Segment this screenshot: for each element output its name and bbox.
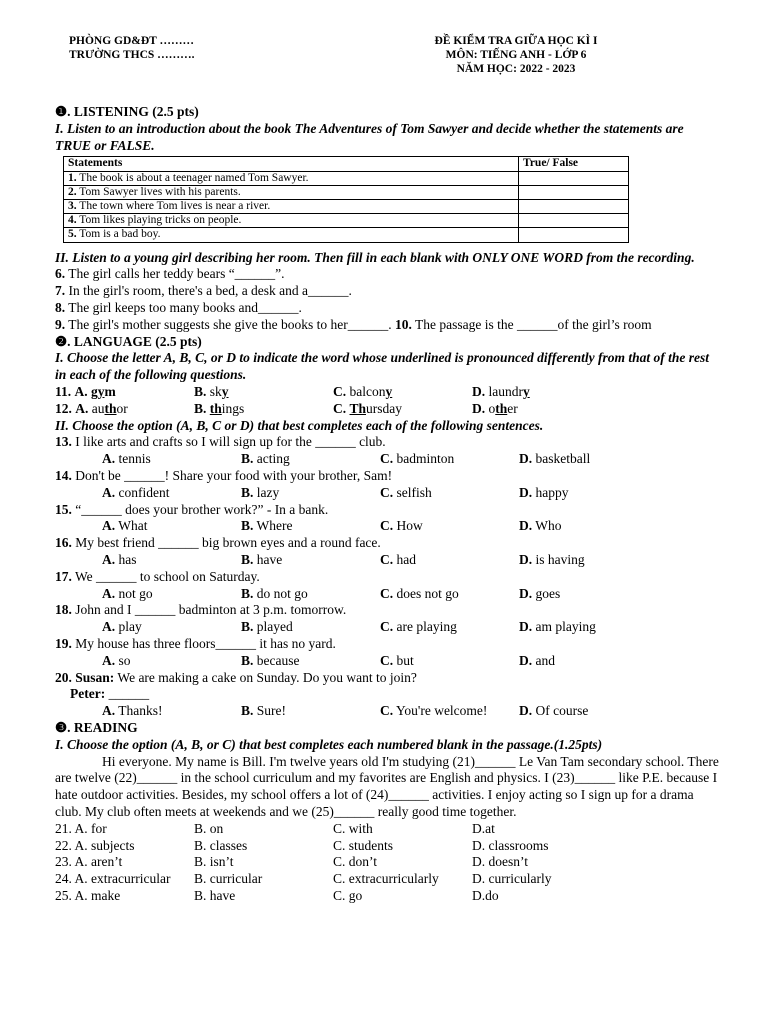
option-b[interactable]: B. acting	[241, 451, 290, 467]
answer-cell[interactable]	[519, 185, 629, 199]
option-b[interactable]: B. because	[241, 652, 300, 668]
answer-cell[interactable]	[519, 171, 629, 185]
answer-cell[interactable]	[519, 200, 629, 214]
question-options	[55, 586, 723, 603]
option-c[interactable]: C. selfish	[380, 484, 432, 500]
option-b[interactable]: B. lazy	[241, 484, 280, 500]
statements-header: Statements	[64, 157, 519, 171]
exam-header	[400, 34, 632, 76]
question-options	[55, 619, 723, 636]
reading-option[interactable]: C. with	[333, 820, 373, 836]
question-options	[55, 451, 723, 468]
reading-option[interactable]: C. go	[333, 887, 363, 903]
question-18: 18. John and I ______ badminton at 3 p.m. tomorrow.	[55, 602, 347, 618]
option-a[interactable]: A. What	[102, 518, 148, 534]
option-a[interactable]: A. tennis	[102, 451, 151, 467]
option-a[interactable]: A. so	[102, 652, 131, 668]
school-header	[69, 34, 195, 62]
reading-option[interactable]: C. students	[333, 837, 394, 853]
question-20-reply: Peter: ______	[70, 686, 150, 702]
listening-part1-instruction: I. Listen to an introduction about the book The Adventures of Tom Sawyer and decide whether the statements are TRUE or FALSE.	[55, 120, 684, 153]
option-d[interactable]: D. basketball	[519, 451, 591, 467]
department-line: PHÒNG GD&ĐT ………	[69, 35, 195, 47]
true-false-table	[63, 156, 629, 242]
language-part1-instruction: I. Choose the letter A, B, C, or D to indicate the word whose underlined is pronounced differently from that of the rest in each of the following questions.	[55, 350, 710, 383]
reading-answer-row	[55, 838, 723, 855]
option-b[interactable]: B. have	[241, 551, 283, 567]
option-c[interactable]: C. You're welcome!	[380, 703, 488, 719]
option-c[interactable]: C. does not go	[380, 585, 459, 601]
option-b[interactable]: B. do not go	[241, 585, 308, 601]
question-11: 11. A. gym B. sky C. balcony D. laundry	[55, 383, 530, 399]
option-a[interactable]: A. confident	[102, 484, 170, 500]
question-options	[55, 485, 723, 502]
question-15: 15. “______ does your brother work?” - In a bank.	[55, 501, 329, 517]
question-19: 19. My house has three floors______ it has no yard.	[55, 635, 336, 651]
option-a[interactable]: A. Thanks!	[102, 703, 163, 719]
reading-answers	[55, 821, 723, 905]
reading-option[interactable]: C. don’t	[333, 854, 378, 870]
listening-title: ❶. LISTENING (2.5 pts)	[55, 104, 199, 119]
option-d[interactable]: D. Who	[519, 518, 562, 534]
listening-part2-instruction: II. Listen to a young girl describing her room. Then fill in each blank with ONLY ONE WORD from the recording.	[55, 249, 695, 265]
reading-answer-row	[55, 854, 723, 871]
option-d[interactable]: D. happy	[519, 484, 569, 500]
reading-option[interactable]: 21. A. for	[55, 820, 107, 836]
reading-option[interactable]: D. classrooms	[472, 837, 549, 853]
option-b[interactable]: B. played	[241, 619, 293, 635]
reading-option[interactable]: 22. A. subjects	[55, 837, 135, 853]
reading-option[interactable]: D.do	[472, 887, 499, 903]
table-row: 3. The town where Tom lives is near a river.	[64, 200, 629, 214]
option-c[interactable]: C. How	[380, 518, 423, 534]
reading-title: ❸. READING	[55, 719, 138, 735]
reading-option[interactable]: B. have	[194, 887, 236, 903]
reading-answer-row	[55, 871, 723, 888]
table-row: 1. The book is about a teenager named Tom Sawyer.	[64, 171, 629, 185]
reading-option[interactable]: D. doesn’t	[472, 854, 528, 870]
answer-cell[interactable]	[519, 214, 629, 228]
reading-part1-instruction: I. Choose the option (A, B, or C) that best completes each numbered blank in the passage.(1.25pts)	[55, 736, 603, 752]
table-header-row	[64, 157, 629, 171]
reading-option[interactable]: B. curricular	[194, 871, 263, 887]
true-false-header: True/ False	[519, 157, 629, 171]
table-row: 5. Tom is a bad boy.	[64, 228, 629, 242]
reading-answer-row	[55, 821, 723, 838]
option-a[interactable]: A. play	[102, 619, 142, 635]
option-d[interactable]: D. goes	[519, 585, 561, 601]
reading-option[interactable]: C. extracurricularly	[333, 871, 439, 887]
reading-option[interactable]: B. classes	[194, 837, 248, 853]
reading-option[interactable]: D.at	[472, 820, 495, 836]
option-d[interactable]: D. am playing	[519, 619, 596, 635]
option-c[interactable]: C. are playing	[380, 619, 457, 635]
option-d[interactable]: D. is having	[519, 551, 585, 567]
reading-answer-row	[55, 888, 723, 905]
option-c[interactable]: C. had	[380, 551, 416, 567]
table-row: 2. Tom Sawyer lives with his parents.	[64, 185, 629, 199]
language-part2-instruction: II. Choose the option (A, B, C or D) that best completes each of the following sentences.	[55, 417, 544, 433]
answer-cell[interactable]	[519, 228, 629, 242]
question-16: 16. My best friend ______ big brown eyes and a round face.	[55, 535, 381, 551]
reading-option[interactable]: B. isn’t	[194, 854, 234, 870]
question-9-10: 9. The girl's mother suggests she give the books to her______. 10. The passage is the ______of the girl’s room	[55, 316, 652, 332]
question-options	[55, 518, 723, 535]
table-row: 4. Tom likes playing tricks on people.	[64, 214, 629, 228]
reading-passage: Hi everyone. My name is Bill. I'm twelve years old I'm studying (21)______ Le Van Tam secondary school. There are twelve (22)______ in the school curriculum and my favorites are English and physics. I (23)______ like P.E. because I hate outdoor activities. Besides, my school offers a lot of (24)______ activities. I enjoy acting so I sign up for a drama club. My club often meets at weekends and we (25)______ really good time together.	[55, 753, 719, 819]
option-b[interactable]: B. Where	[241, 518, 293, 534]
question-12: 12. A. author B. things C. Thursday D. other	[55, 400, 518, 416]
reading-option[interactable]: 25. A. make	[55, 887, 121, 903]
question-options	[55, 653, 723, 670]
option-c[interactable]: C. badminton	[380, 451, 455, 467]
question-14: 14. Don't be ______! Share your food with your brother, Sam!	[55, 467, 393, 483]
reading-option[interactable]: D. curricularly	[472, 871, 552, 887]
option-a[interactable]: A. has	[102, 551, 137, 567]
option-c[interactable]: C. but	[380, 652, 414, 668]
language-title: ❷. LANGUAGE (2.5 pts)	[55, 333, 202, 349]
question-17: 17. We ______ to school on Saturday.	[55, 568, 260, 584]
reading-option[interactable]: 24. A. extracurricular	[55, 871, 171, 887]
exam-title: ĐỀ KIỂM TRA GIỮA HỌC KÌ I	[434, 35, 598, 47]
question-13: 13. I like arts and crafts so I will sign up for the ______ club.	[55, 434, 386, 450]
school-year-line: NĂM HỌC: 2022 - 2023	[456, 63, 576, 75]
reading-option[interactable]: B. on	[194, 820, 224, 836]
question-7: 7. In the girl's room, there's a bed, a desk and a______.	[55, 283, 352, 299]
exam-content	[55, 104, 723, 905]
question-20: 20. Susan: We are making a cake on Sunday. Do you want to join?	[55, 669, 417, 685]
question-8: 8. The girl keeps too many books and______.	[55, 300, 302, 315]
question-options	[55, 552, 723, 569]
question-20-options	[55, 703, 723, 720]
reading-option[interactable]: 23. A. aren’t	[55, 854, 123, 870]
school-line: TRƯỜNG THCS ……….	[69, 49, 195, 61]
option-b[interactable]: B. Sure!	[241, 703, 287, 719]
subject-line: MÔN: TIẾNG ANH - LỚP 6	[445, 49, 587, 61]
option-d[interactable]: D. Of course	[519, 703, 589, 719]
mcq-list	[55, 434, 723, 669]
option-d[interactable]: D. and	[519, 652, 555, 668]
option-a[interactable]: A. not go	[102, 585, 153, 601]
question-6: 6. The girl calls her teddy bears “______”.	[55, 266, 285, 282]
